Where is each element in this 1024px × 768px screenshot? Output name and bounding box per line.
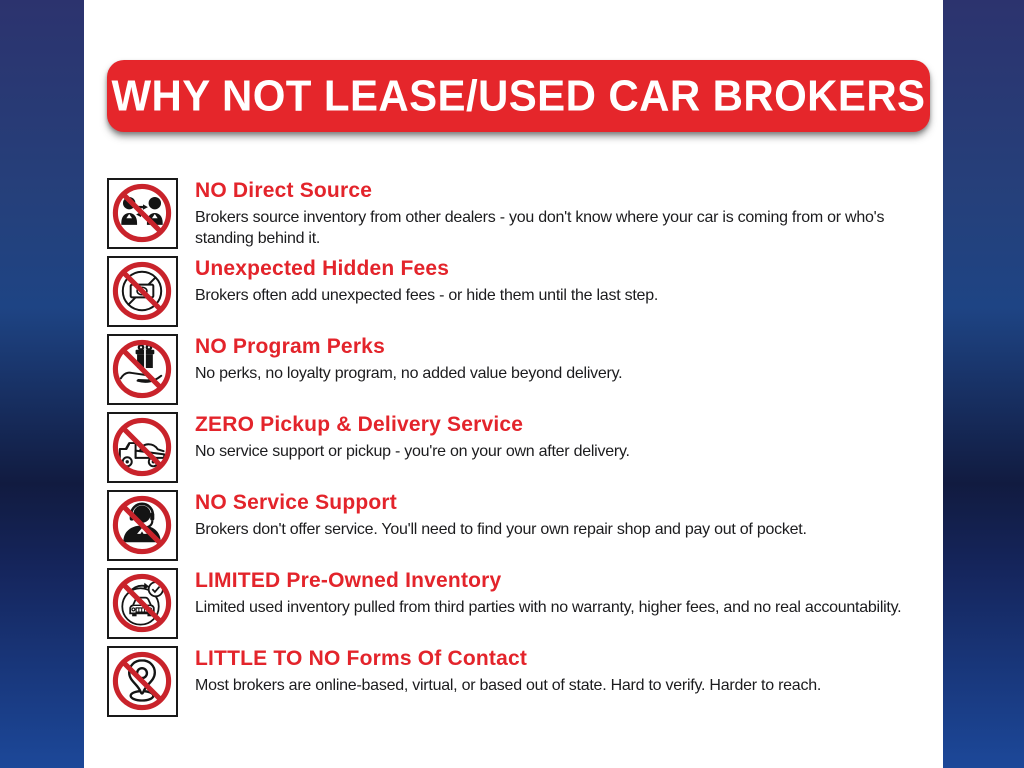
prohibition-icon xyxy=(115,186,168,239)
content-panel xyxy=(84,0,943,768)
gift-in-hand-icon xyxy=(107,334,178,405)
page-title: WHY NOT LEASE/USED CAR BROKERS xyxy=(111,71,926,120)
list-item xyxy=(107,646,922,717)
support-agent-icon xyxy=(107,490,178,561)
item-description: Brokers often add unexpected fees - or hide them until the last step. xyxy=(195,287,659,304)
item-description: Limited used inventory pulled from third parties with no warranty, higher fees, and no real accountability. xyxy=(195,599,902,616)
title-banner xyxy=(107,60,930,132)
car-check-icon xyxy=(107,568,178,639)
banknote-icon xyxy=(107,256,178,327)
item-title: NO Direct Source xyxy=(195,179,373,202)
list-item xyxy=(107,334,922,405)
item-title: LIMITED Pre-Owned Inventory xyxy=(195,569,502,592)
item-description: Brokers source inventory from other dealers - you don't know where your car is coming from or who's standing behind it. xyxy=(195,209,885,248)
item-text-block xyxy=(195,646,821,696)
item-title: NO Program Perks xyxy=(195,335,385,358)
item-text-block xyxy=(195,334,622,384)
item-title: ZERO Pickup & Delivery Service xyxy=(195,413,524,436)
item-description: Brokers don't offer service. You'll need to find your own repair shop and pay out of pocket. xyxy=(195,521,807,538)
list-item xyxy=(107,178,922,249)
prohibition-icon xyxy=(115,420,168,473)
reasons-list xyxy=(107,178,922,724)
tow-truck-icon xyxy=(107,412,178,483)
item-text-block xyxy=(195,256,658,306)
location-pin-icon xyxy=(107,646,178,717)
item-text-block xyxy=(195,568,901,618)
item-text-block xyxy=(195,490,807,540)
item-description: No perks, no loyalty program, no added value beyond delivery. xyxy=(195,365,623,382)
list-item xyxy=(107,412,922,483)
item-description: No service support or pickup - you're on your own after delivery. xyxy=(195,443,630,460)
item-title: Unexpected Hidden Fees xyxy=(195,257,450,280)
item-title: NO Service Support xyxy=(195,491,397,514)
item-description: Most brokers are online-based, virtual, or based out of state. Hard to verify. Harder to reach. xyxy=(195,677,822,694)
item-text-block xyxy=(195,178,922,249)
item-title: LITTLE TO NO Forms Of Contact xyxy=(195,647,528,670)
item-text-block xyxy=(195,412,630,462)
list-item xyxy=(107,256,922,327)
list-item xyxy=(107,490,922,561)
list-item xyxy=(107,568,922,639)
people-swap-icon xyxy=(107,178,178,249)
